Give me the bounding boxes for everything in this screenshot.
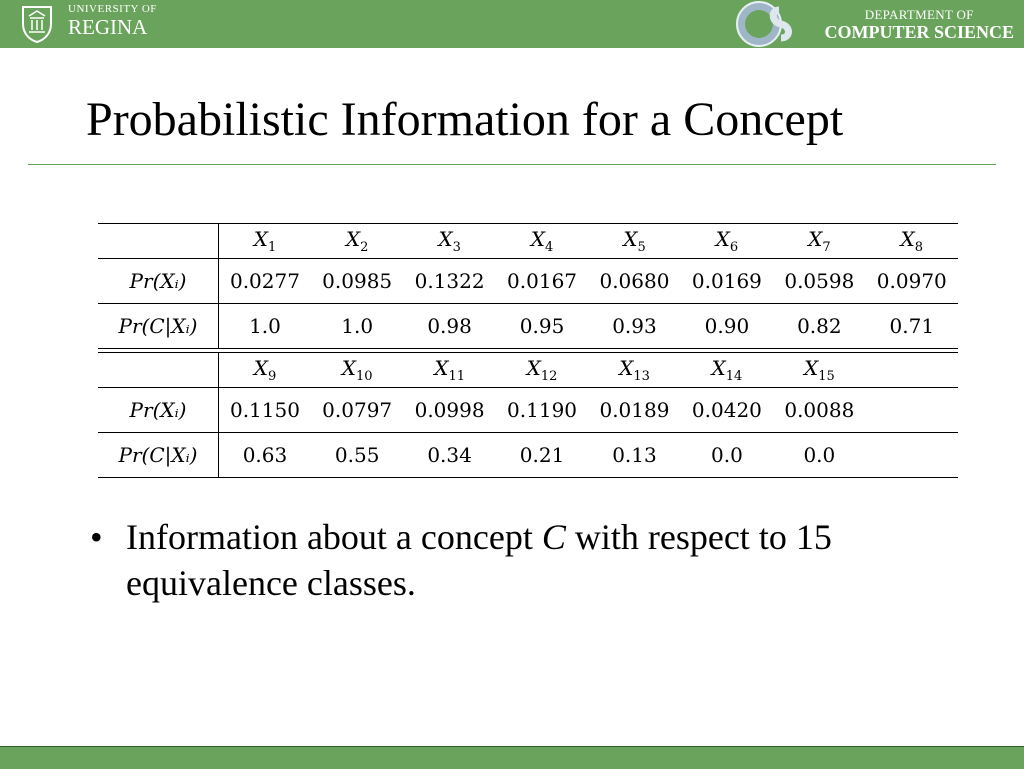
value-cell: 0.95 (496, 304, 588, 349)
class-header-row (98, 224, 958, 259)
header-blank-cell (98, 353, 219, 388)
bullet-dot-icon: • (90, 517, 103, 557)
footer-bar (0, 746, 1024, 769)
title-divider (28, 164, 996, 165)
class-header-cell: $X_7$ (808, 227, 831, 255)
value-cell: 0.0797 (311, 388, 403, 433)
value-cell: 0.0169 (681, 259, 773, 304)
department-label-big: COMPUTER SCIENCE (824, 22, 1014, 42)
row-label-pr-c-x: Pr(C|Xᵢ) (98, 304, 219, 349)
slide-title: Probabilistic Information for a Concept (86, 93, 844, 146)
value-cell: 0.63 (219, 433, 311, 478)
department-label-small: DEPARTMENT OF (864, 7, 974, 22)
value-cell: 0.0985 (311, 259, 403, 304)
class-header-cell: $X_5$ (623, 227, 646, 255)
value-cell: 0.13 (588, 433, 680, 478)
class-header-cell: $X_{10}$ (341, 356, 373, 384)
value-cell: 0.1190 (496, 388, 588, 433)
class-header-cell: $X_{12}$ (526, 356, 558, 384)
class-header-row (98, 353, 958, 388)
value-cell: 0.82 (773, 304, 865, 349)
value-cell: 0.34 (403, 433, 495, 478)
value-cell (866, 433, 958, 478)
value-cell: 0.0420 (681, 388, 773, 433)
university-label-big: REGINA (68, 15, 148, 39)
value-cell: 0.1150 (219, 388, 311, 433)
class-header-cell: $X_6$ (715, 227, 739, 255)
pr-c-x-row (98, 304, 958, 349)
bullet-text: Information about a concept C with respect to 15 equivalence classes. (126, 517, 832, 603)
value-cell: 0.0 (773, 433, 865, 478)
class-header-cell: $X_1$ (253, 227, 277, 255)
class-header-cell: $X_4$ (530, 227, 554, 255)
class-header-cell (866, 353, 958, 388)
value-cell: 0.0277 (219, 259, 311, 304)
row-label-pr-x: Pr(Xᵢ) (98, 259, 219, 304)
value-cell: 0.0189 (588, 388, 680, 433)
value-cell: 0.0167 (496, 259, 588, 304)
value-cell: 0.0998 (403, 388, 495, 433)
value-cell: 0.1322 (403, 259, 495, 304)
value-cell: 0.0598 (773, 259, 865, 304)
value-cell: 0.90 (681, 304, 773, 349)
department-logo-text (824, 8, 1014, 41)
class-header-cell: $X_2$ (345, 227, 369, 255)
value-cell: 0.98 (403, 304, 495, 349)
university-label-small: UNIVERSITY OF (68, 3, 157, 15)
probability-tables (98, 223, 958, 478)
concept-variable: C (541, 517, 566, 557)
value-cell: 0.21 (496, 433, 588, 478)
value-cell: 0.0970 (866, 259, 958, 304)
cs-logo-icon (735, 0, 823, 48)
class-header-cell: $X_{14}$ (711, 356, 743, 384)
class-header-cell: $X_{15}$ (803, 356, 835, 384)
value-cell: 1.0 (219, 304, 311, 349)
value-cell: 0.71 (866, 304, 958, 349)
value-cell: 0.0 (681, 433, 773, 478)
probability-table-1 (98, 223, 958, 349)
bullet-item (90, 514, 940, 606)
value-cell: 1.0 (311, 304, 403, 349)
class-header-cell: $X_8$ (900, 227, 924, 255)
pr-x-row (98, 259, 958, 304)
class-header-cell: $X_3$ (438, 227, 461, 255)
university-logo-text (68, 4, 157, 38)
class-header-cell: $X_9$ (253, 356, 277, 384)
value-cell (866, 388, 958, 433)
pr-x-row (98, 388, 958, 433)
row-label-pr-c-x: Pr(C|Xᵢ) (98, 433, 219, 478)
value-cell: 0.0680 (588, 259, 680, 304)
row-label-pr-x: Pr(Xᵢ) (98, 388, 219, 433)
value-cell: 0.55 (311, 433, 403, 478)
value-cell: 0.0088 (773, 388, 865, 433)
pr-c-x-row (98, 433, 958, 478)
header-bar (0, 0, 1024, 48)
class-header-cell: $X_{13}$ (619, 356, 650, 384)
value-cell: 0.93 (588, 304, 680, 349)
class-header-cell: $X_{11}$ (434, 356, 465, 384)
university-crest-icon (20, 4, 54, 44)
probability-table-2 (98, 352, 958, 478)
header-blank-cell (98, 224, 219, 259)
